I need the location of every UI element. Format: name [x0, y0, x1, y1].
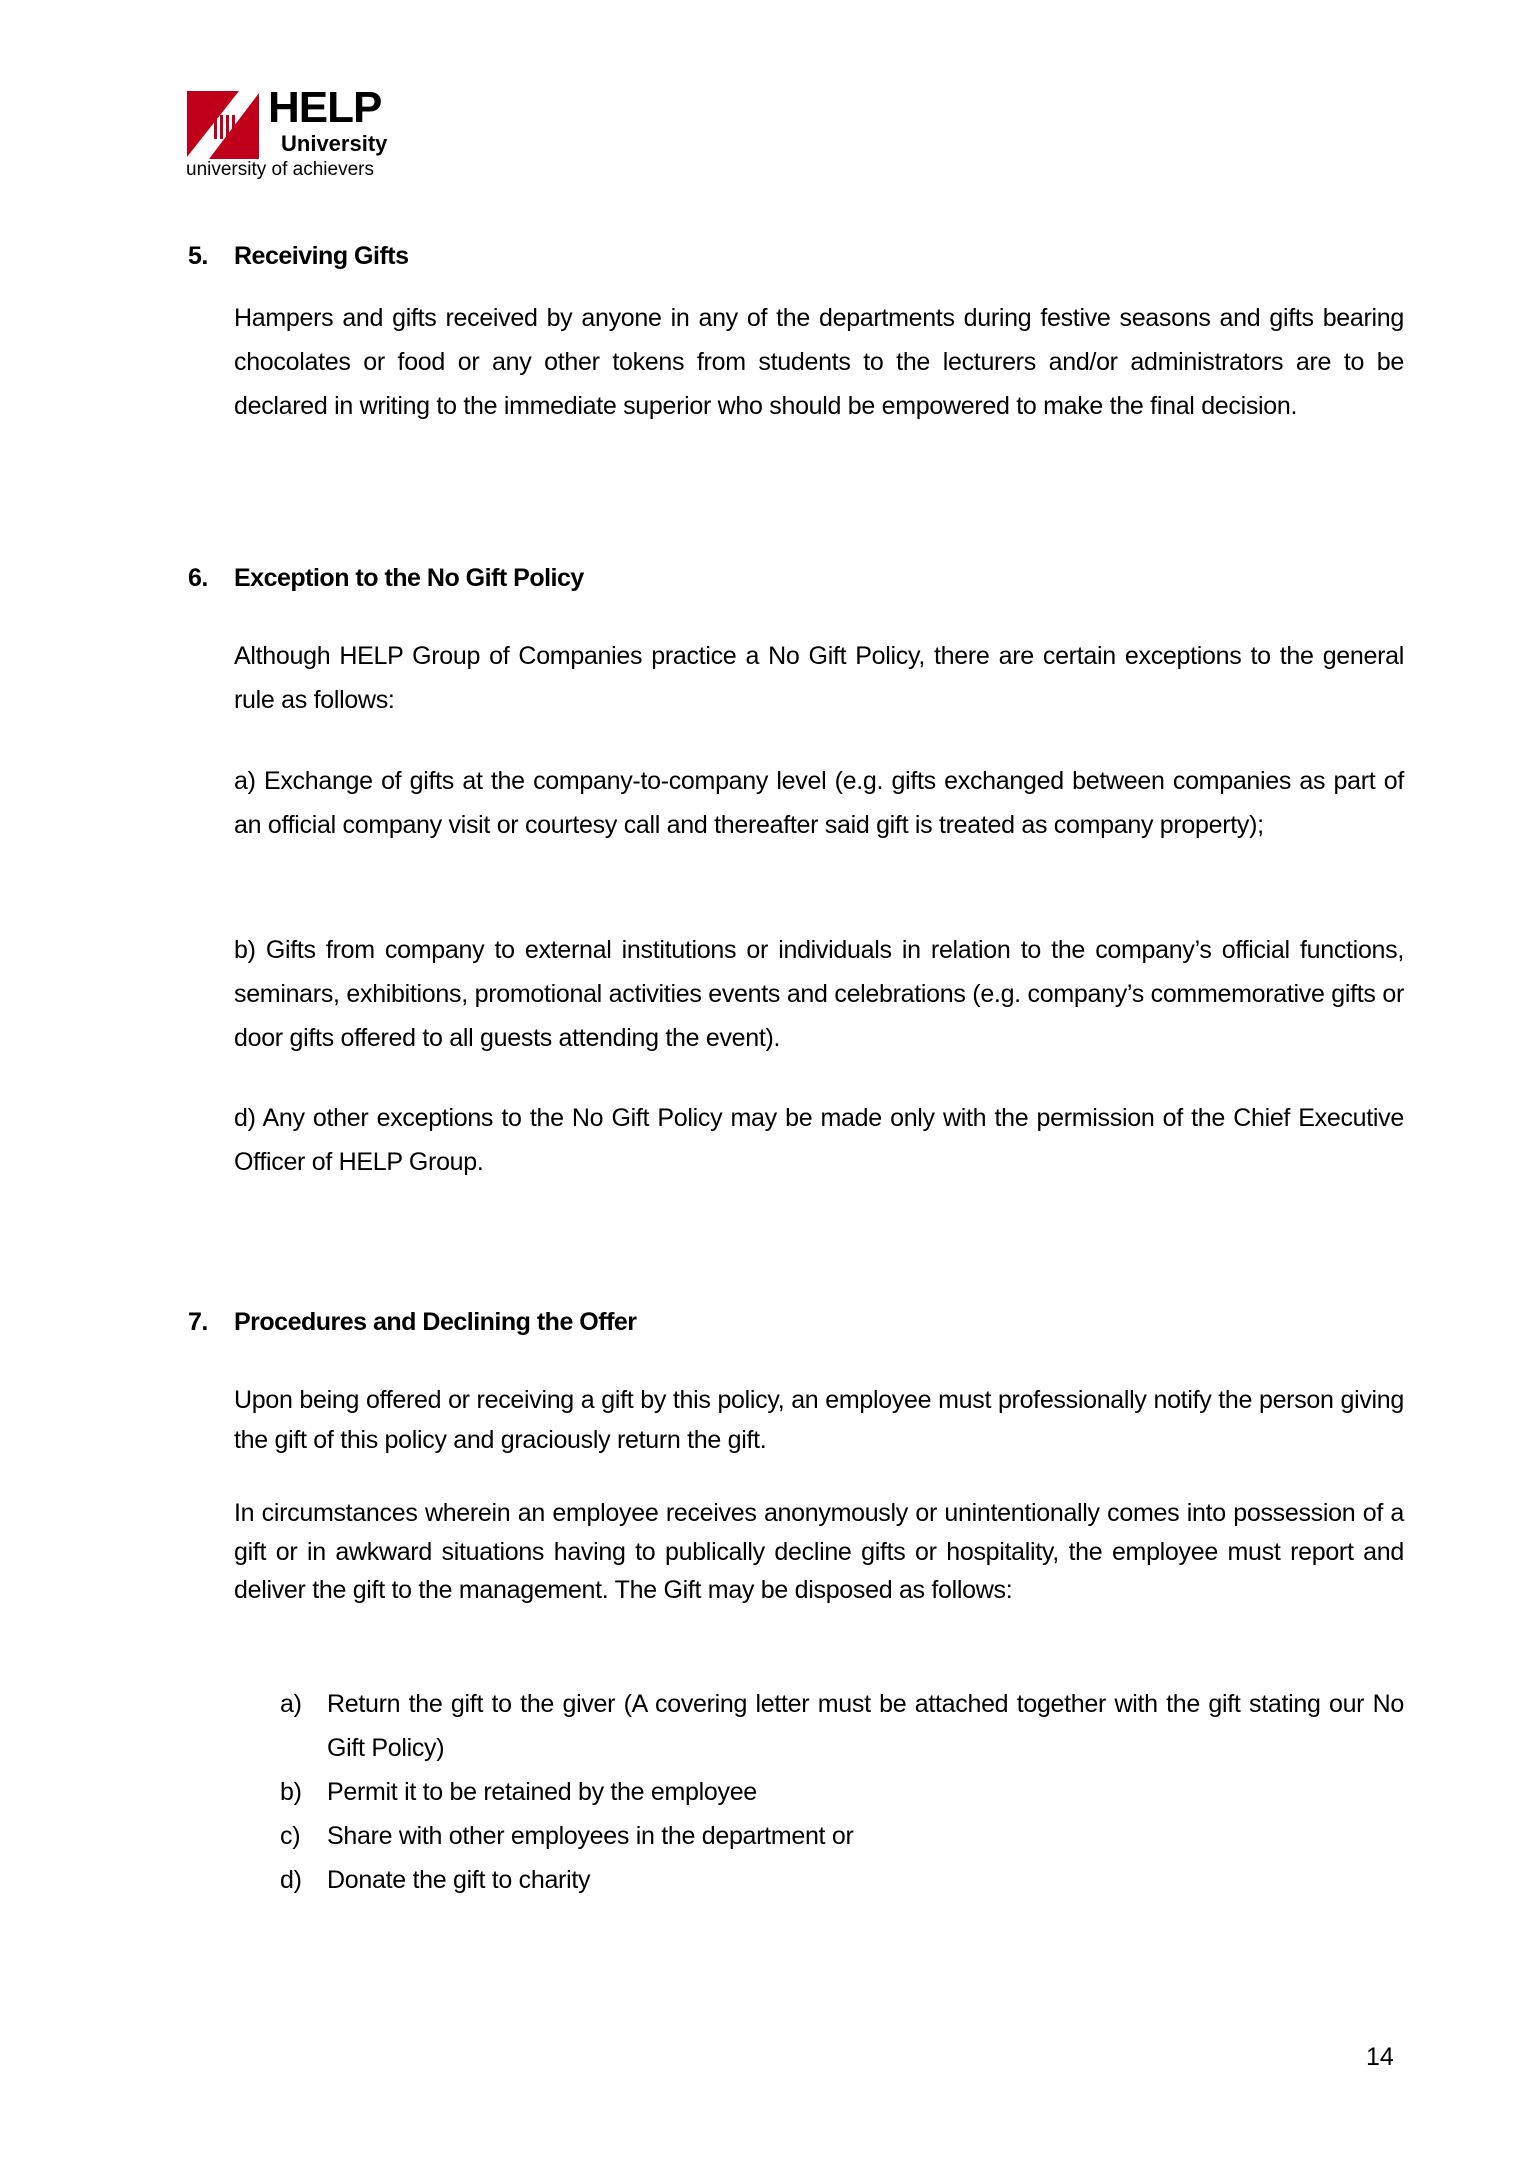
section-title: Receiving Gifts — [234, 242, 409, 270]
list-item-text: Share with other employees in the department or — [327, 1822, 854, 1850]
list-marker: a) — [280, 1690, 302, 1718]
list-item-text: Permit it to be retained by the employee — [327, 1778, 757, 1806]
section-5-paragraph — [234, 296, 1404, 428]
list-item-text: Return the gift to the giver (A covering letter must be attached together with the gift stating our No Gift Policy) — [327, 1690, 1404, 1762]
logo-tagline: university of achievers — [186, 159, 374, 180]
page-number: 14 — [1366, 2043, 1394, 2071]
list-item — [280, 1770, 1404, 1814]
disposal-options-list — [280, 1682, 1404, 1902]
list-marker: b) — [280, 1778, 302, 1806]
logo-subname: University — [281, 131, 388, 156]
paragraph-text: Hampers and gifts received by anyone in any of the departments during festive seasons and gifts bearing chocolates or food or any other tokens from students to the lecturers and/or administrators are to be declared in writing to the immediate superior who should be empowered to make the final decision. — [234, 304, 1404, 420]
paragraph-text: In circumstances wherein an employee receives anonymously or unintentionally comes into possession of a gift or in awkward situations having to publically decline gifts or hospitality, the employee must report and deliver the gift to the management. The Gift may be disposed as follows: — [234, 1499, 1404, 1604]
exception-d — [234, 1096, 1404, 1184]
section-7-intro — [234, 1380, 1404, 1460]
section-number: 7. — [188, 1308, 208, 1336]
help-university-logo-mark-icon — [187, 91, 259, 159]
paragraph-text: d) Any other exceptions to the No Gift Policy may be made only with the permission of the Chief Executive Officer of HELP Group. — [234, 1104, 1404, 1176]
section-title: Procedures and Declining the Offer — [234, 1308, 637, 1336]
section-number: 5. — [188, 242, 208, 270]
section-6-intro — [234, 634, 1404, 722]
paragraph-text: Although HELP Group of Companies practice a No Gift Policy, there are certain exceptions to the general rule as follows: — [234, 642, 1404, 714]
list-marker: d) — [280, 1866, 302, 1894]
list-item — [280, 1814, 1404, 1858]
exception-a — [234, 759, 1404, 847]
list-item-text: Donate the gift to charity — [327, 1866, 591, 1894]
list-marker: c) — [280, 1822, 301, 1850]
paragraph-text: Upon being offered or receiving a gift by this policy, an employee must professionally notify the person giving the gift of this policy and graciously return the gift. — [234, 1386, 1404, 1454]
list-item — [280, 1682, 1404, 1770]
help-university-logo — [186, 83, 396, 188]
section-number: 6. — [188, 564, 208, 592]
paragraph-text: b) Gifts from company to external institutions or individuals in relation to the company’s official functions, seminars, exhibitions, promotional activities events and celebrations (e.g. company’s commemorative gifts or door gifts offered to all guests attending the event). — [234, 936, 1404, 1052]
list-item — [280, 1858, 1404, 1902]
section-7-circumstances — [234, 1494, 1404, 1610]
section-title: Exception to the No Gift Policy — [234, 564, 584, 592]
logo-wordmark: HELP — [268, 83, 382, 132]
paragraph-text: a) Exchange of gifts at the company-to-company level (e.g. gifts exchanged between companies as part of an official company visit or courtesy call and thereafter said gift is treated as company property); — [234, 767, 1404, 839]
section-5-heading — [188, 241, 409, 271]
exception-b — [234, 928, 1404, 1060]
section-7-heading — [188, 1307, 637, 1337]
section-6-heading — [188, 563, 584, 593]
